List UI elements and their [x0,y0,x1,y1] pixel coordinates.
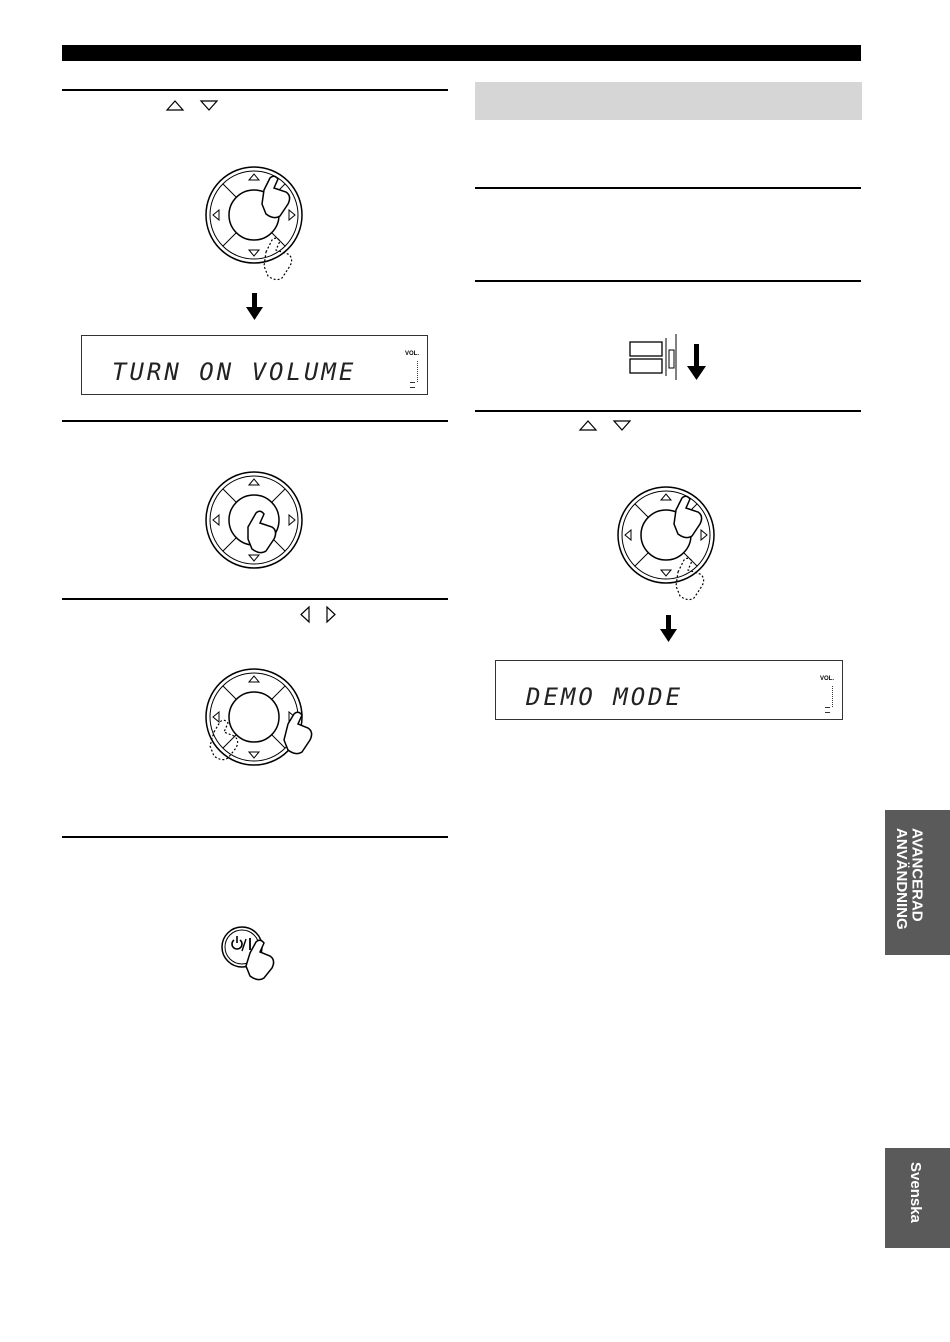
cursor-pad-icon [200,662,315,782]
section-heading-bar [475,82,862,120]
front-display [495,660,843,720]
language-tab-label: Svenska [906,1162,924,1223]
power-button-icon [220,925,280,983]
language-tab[interactable] [885,1148,950,1248]
header-bar [62,45,861,61]
section-tab-label: AVANCERAD ANVÄNDNING [892,828,926,930]
volume-meter-base [410,382,415,388]
front-display [81,335,428,395]
step-divider-5 [475,187,861,189]
step-divider-4 [62,836,448,838]
step-divider-3 [62,598,448,600]
step-divider-1 [62,89,448,91]
left-right-triangles-icon [300,606,340,624]
step-divider-2 [62,420,448,422]
up-down-triangles-icon [166,99,226,113]
display-text: DEMO MODE [526,683,684,711]
display-text: TURN ON VOLUME [112,358,357,386]
cursor-pad-icon [612,480,722,600]
volume-meter [830,686,833,707]
volume-meter-base [825,707,830,713]
down-arrow-icon [246,293,264,321]
cursor-pad-icon [200,160,310,280]
cursor-pad-icon [200,465,310,585]
step-divider-6 [475,280,861,282]
down-arrow-icon [660,615,678,643]
volume-meter [415,361,418,382]
vol-label: VOL. [405,351,420,357]
up-down-triangles-icon [579,419,639,433]
front-panel-switch-icon [626,330,712,386]
step-divider-7 [475,410,861,412]
section-tab[interactable] [885,810,950,955]
vol-label: VOL. [820,676,835,682]
